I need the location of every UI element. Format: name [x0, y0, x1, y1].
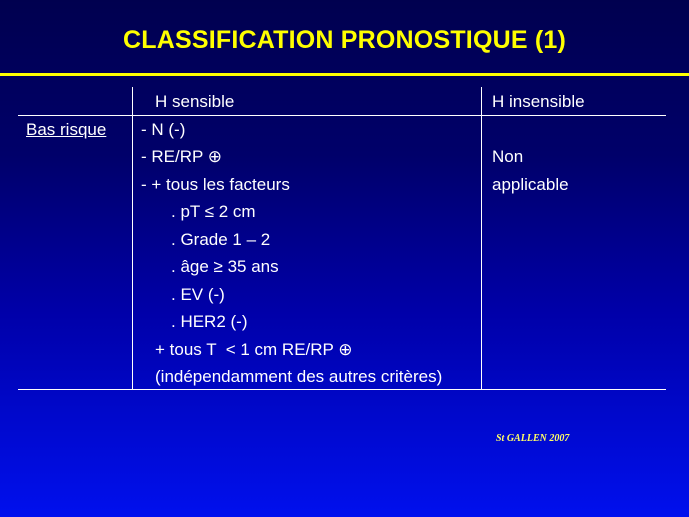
criterion-line: - RE/RP ⊕: [141, 147, 222, 166]
criterion-line: + tous T < 1 cm RE/RP ⊕: [155, 340, 353, 359]
criterion-subline: . âge ≥ 35 ans: [171, 257, 279, 276]
criterion-line: (indépendamment des autres critères): [155, 367, 443, 386]
criterion-subline: . EV (-): [171, 285, 225, 304]
column-divider-right: [481, 87, 482, 389]
header-h-sensible: H sensible: [155, 92, 235, 111]
title-underline: [0, 73, 689, 76]
header-rule: [18, 115, 666, 116]
column-divider-left: [132, 87, 133, 389]
not-applicable-line: Non: [492, 147, 524, 166]
slide-title: CLASSIFICATION PRONOSTIQUE (1): [122, 26, 567, 54]
criterion-line: - N (-): [141, 120, 186, 139]
criterion-subline: . Grade 1 – 2: [171, 230, 271, 249]
criterion-line: - + tous les facteurs: [141, 175, 290, 194]
criterion-subline: . pT ≤ 2 cm: [171, 202, 256, 221]
header-h-insensible: H insensible: [492, 92, 585, 111]
not-applicable-line: applicable: [492, 175, 569, 194]
row-label-bas-risque: Bas risque: [26, 120, 107, 139]
source-credit: St GALLEN 2007: [496, 433, 570, 444]
criterion-subline: . HER2 (-): [171, 312, 248, 331]
table-bottom-rule: [18, 389, 666, 390]
